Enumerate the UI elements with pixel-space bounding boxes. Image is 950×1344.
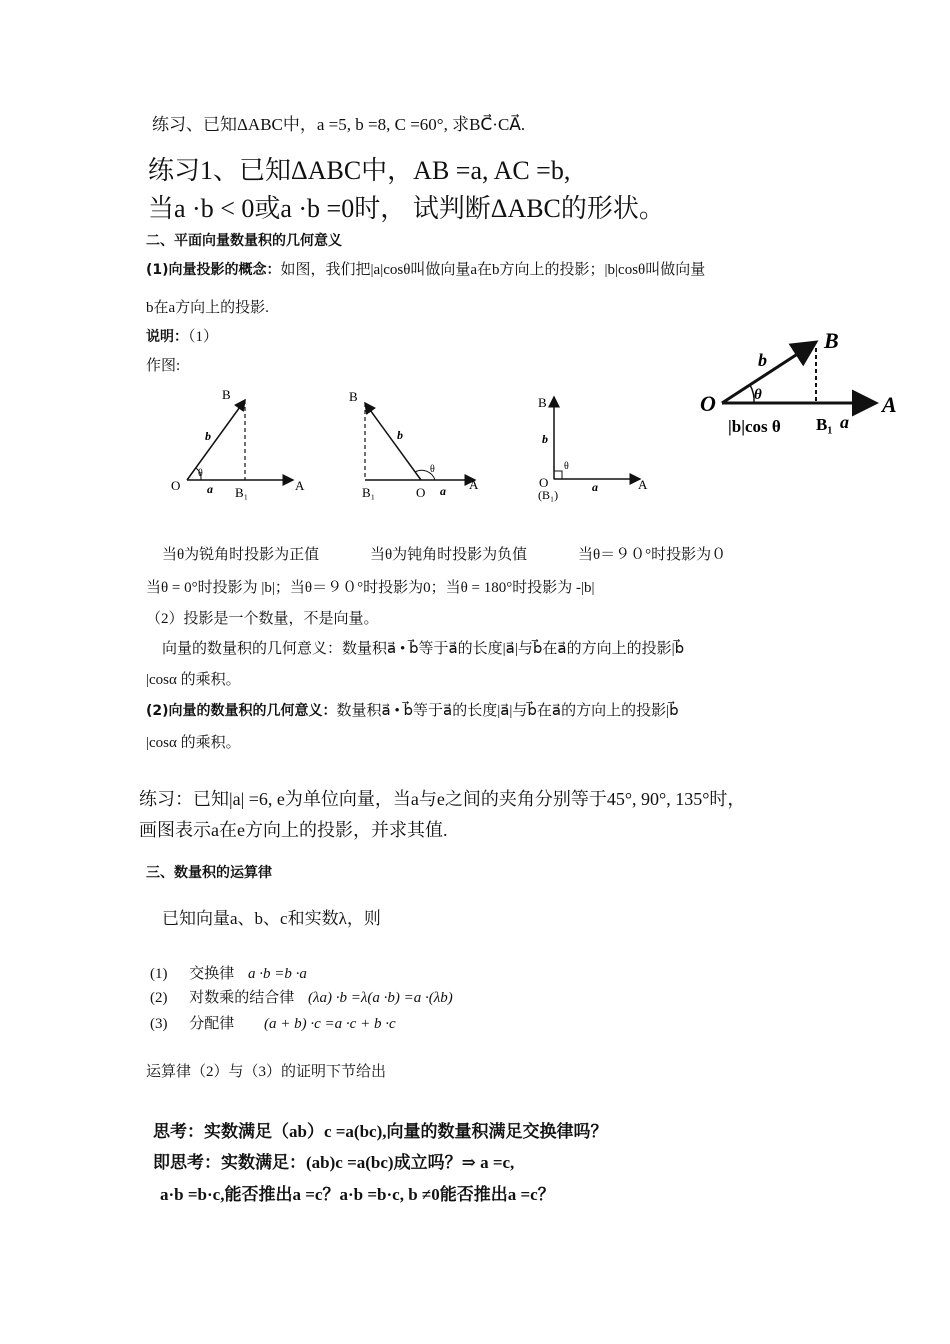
fig2-label-B1: B₁ [362,485,376,500]
figure-projection [698,322,910,442]
projection-concept-head: (1)向量投影的概念： [146,262,281,278]
fig3-label-b: b [542,432,548,446]
fig4-label-projection: |b|cos θ [728,417,781,436]
proof-note: 运算律（2）与（3）的证明下节给出 [146,1064,387,1080]
figure-obtuse [345,385,495,505]
exercise-3-line2: 画图表示a在e方向上的投影，并求其值. [139,820,448,840]
caption-acute: 当θ为锐角时投影为正值 [162,547,320,563]
fig3-label-A: A [638,477,648,492]
fig3-label-a: a [592,480,598,494]
fig4-label-a: a [840,412,849,432]
law-2-formula: (λa) ·b =λ(a ·b) =a ·(λb) [308,990,453,1006]
fig4-label-b: b [758,350,767,370]
fig4-label-A: A [882,392,897,417]
law-1 [150,962,307,983]
section-2-title: 二、平面向量数量积的几何意义 [146,233,342,249]
exercise-3-line1: 练习：已知|a| =6, e为单位向量，当a与e之间的夹角分别等于45°, 90°, 135°时， [139,789,746,809]
meaning-line2: |cosα 的乘积。 [146,672,241,688]
fig3-label-B1: (B₁) [538,488,559,502]
fig2-label-B: B [349,389,358,404]
fig3-label-theta: θ [564,461,569,472]
note-label: 说明： [146,329,188,345]
meaning-line1: 向量的数量积的几何意义：数量积a⃗ • b⃗等于a⃗的长度|a⃗|与b⃗在a⃗的方向上的投影|b⃗ [162,641,685,657]
section-3-title: 三、数量积的运算律 [146,865,272,881]
draw-label: 作图: [146,358,181,374]
fig4-label-theta: θ [754,387,762,403]
think-line3: a·b =b·c,能否推出a =c？a·b =b·c, b ≠0能否推出a =c？ [160,1185,555,1204]
caption-right: 当θ＝９０°时投影为０ [578,547,727,563]
exercise-2-line2: 当a ·b < 0或a ·b =0时， 试判断ΔABC的形状。 [148,194,665,223]
exercise-1: 练习、已知ΔABC中，a =5, b =8, C =60°, 求BC⃗·CA⃗. [152,115,526,134]
fig1-label-A: A [295,478,305,493]
law-3-name: 分配律 [189,1016,235,1032]
law-3-formula: (a + b) ·c =a ·c + b ·c [264,1016,396,1032]
fig2-label-a: a [440,484,446,498]
law-2 [150,986,453,1007]
fig1-label-O: O [171,478,181,493]
think-line1: 思考：实数满足（ab）c =a(bc),向量的数量积满足交换律吗？ [153,1122,608,1141]
figure-acute [165,385,315,505]
fig2-label-O: O [416,485,426,500]
fig2-vector-b [365,403,421,480]
note-line [146,325,218,346]
law-2-num: (2) [150,990,168,1006]
law-1-name: 交换律 [189,966,235,982]
meaning2-line [146,699,679,720]
fig2-label-b: b [397,428,403,442]
fig2-label-theta: θ [430,464,435,475]
think-line2: 即思考：实数满足：(ab)c =a(bc)成立吗？⇒ a =c, [153,1153,515,1172]
law-2-name: 对数乘的结合律 [189,990,295,1006]
fig3-label-O: O [539,475,549,490]
law-1-num: (1) [150,966,168,982]
projection-concept [146,258,705,279]
meaning2-head: (2)向量的数量积的几何意义： [146,703,337,719]
point-2: （2）投影是一个数量，不是向量。 [146,611,379,627]
fig4-label-B: B [824,328,839,353]
note-num: （1） [188,329,219,345]
caption-obtuse: 当θ为钝角时投影为负值 [370,547,528,563]
law-3-num: (3) [150,1016,168,1032]
fig1-label-B: B [222,387,231,402]
meaning2-line2: |cosα 的乘积。 [146,735,241,751]
law-1-formula: a ·b =b ·a [248,966,307,982]
fig4-label-O: O [700,391,716,416]
fig3-right-angle-mark [554,471,562,479]
fig4-vector-b [722,342,816,403]
meaning2-text: 数量积a⃗ • b⃗等于a⃗的长度|a⃗|与b⃗在a⃗的方向上的投影|b⃗ [336,703,679,719]
cases-line: 当θ = 0°时投影为 |b|；当θ＝９０°时投影为0；当θ = 180°时投影为 -|b| [146,580,595,596]
law-3 [150,1012,396,1033]
fig1-label-b: b [205,429,211,443]
fig1-label-theta: θ [198,468,203,479]
figure-right [532,385,662,510]
vector-b-line [187,400,245,480]
projection-concept-text2: b在a方向上的投影. [146,300,269,316]
fig1-label-B1: B₁ [235,485,249,500]
laws-intro: 已知向量a、b、c和实数λ，则 [162,909,381,928]
exercise-2-line1: 练习1、已知ΔABC中，AB =a, AC =b, [148,156,571,185]
fig2-label-A: A [469,477,479,492]
fig1-label-a: a [207,482,213,496]
fig4-label-B1: B₁ [816,415,833,434]
projection-concept-text: 如图，我们把|a|cosθ叫做向量a在b方向上的投影；|b|cosθ叫做向量 [280,262,706,278]
fig3-label-B: B [538,395,547,410]
